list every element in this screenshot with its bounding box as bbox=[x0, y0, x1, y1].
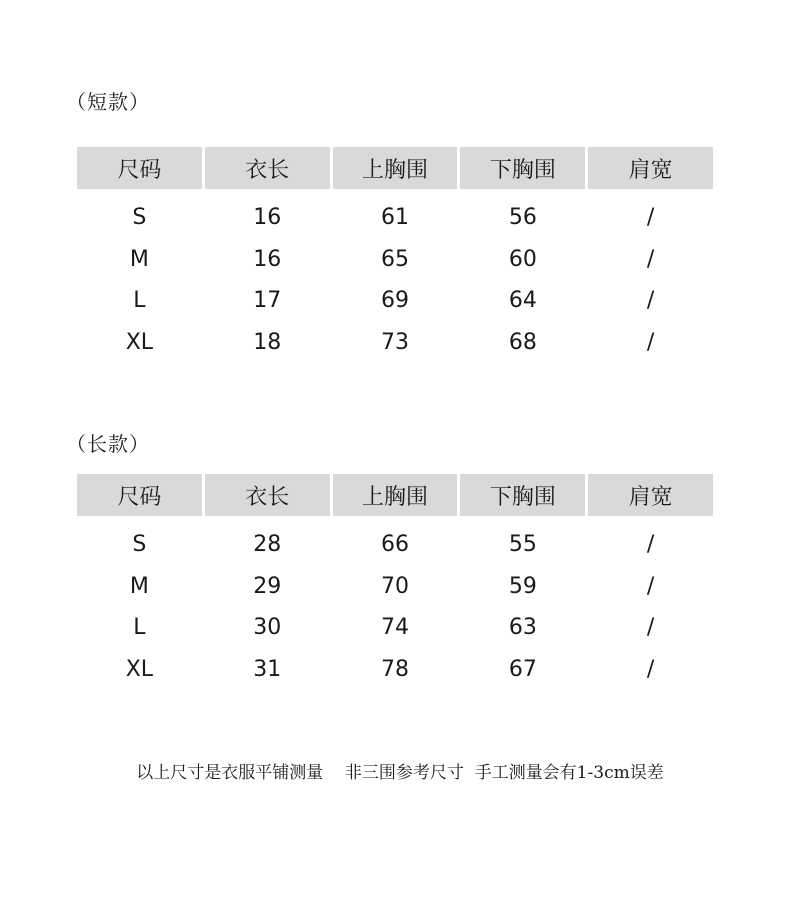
column-header-lower-chest: 下胸围 bbox=[460, 147, 585, 189]
table-row bbox=[77, 239, 713, 281]
table-cell: 63 bbox=[508, 615, 537, 641]
column-header-lower-chest: 下胸围 bbox=[460, 474, 585, 516]
table-cell: 64 bbox=[508, 288, 537, 314]
table-cell: 30 bbox=[253, 615, 282, 641]
table-cell: 55 bbox=[508, 532, 537, 558]
table-cell: 17 bbox=[253, 288, 282, 314]
table-row bbox=[77, 516, 713, 566]
table-header-row bbox=[77, 147, 713, 189]
table-cell: XL bbox=[125, 656, 154, 682]
table-row bbox=[77, 566, 713, 608]
table-cell: 59 bbox=[508, 573, 537, 599]
table-cell: M bbox=[129, 246, 149, 272]
table-cell: XL bbox=[125, 329, 154, 355]
column-header-size: 尺码 bbox=[77, 147, 202, 189]
table-cell: 67 bbox=[508, 656, 537, 682]
table-cell: / bbox=[646, 573, 655, 599]
table-cell: 60 bbox=[508, 246, 537, 272]
table-cell: L bbox=[133, 288, 146, 314]
section-title-long: （长款） bbox=[66, 432, 150, 456]
table-row bbox=[77, 189, 713, 239]
column-header-length: 衣长 bbox=[205, 147, 330, 189]
column-header-upper-chest: 上胸围 bbox=[333, 147, 458, 189]
table-cell: 70 bbox=[381, 573, 410, 599]
column-header-upper-chest: 上胸围 bbox=[333, 474, 458, 516]
table-cell: 69 bbox=[381, 288, 410, 314]
table-cell: 16 bbox=[253, 246, 282, 272]
measurement-note: 以上尺寸是衣服平铺测量 非三围参考尺寸 手工测量会有1-3cm误差 bbox=[136, 763, 664, 783]
table-cell: 56 bbox=[508, 205, 537, 231]
table-cell: / bbox=[646, 288, 655, 314]
table-cell: / bbox=[646, 615, 655, 641]
column-header-shoulder: 肩宽 bbox=[588, 147, 713, 189]
table-cell: 78 bbox=[381, 656, 410, 682]
table-row bbox=[77, 649, 713, 691]
table-cell: 74 bbox=[381, 615, 410, 641]
size-table-long bbox=[74, 474, 716, 690]
table-cell: L bbox=[133, 615, 146, 641]
table-cell: S bbox=[132, 205, 147, 231]
table-cell: M bbox=[129, 573, 149, 599]
table-cell: 65 bbox=[381, 246, 410, 272]
section-title-short: （短款） bbox=[66, 90, 150, 114]
column-header-length: 衣长 bbox=[205, 474, 330, 516]
table-row bbox=[77, 322, 713, 364]
table-cell: 68 bbox=[508, 329, 537, 355]
table-cell: S bbox=[132, 532, 147, 558]
table-cell: / bbox=[646, 656, 655, 682]
column-header-shoulder: 肩宽 bbox=[588, 474, 713, 516]
table-cell: 29 bbox=[253, 573, 282, 599]
table-cell: 31 bbox=[253, 656, 282, 682]
table-cell: 28 bbox=[253, 532, 282, 558]
table-cell: / bbox=[646, 329, 655, 355]
size-table-short bbox=[74, 147, 716, 363]
table-cell: 16 bbox=[253, 205, 282, 231]
table-cell: 18 bbox=[253, 329, 282, 355]
table-cell: 66 bbox=[381, 532, 410, 558]
table-cell: 73 bbox=[381, 329, 410, 355]
table-row bbox=[77, 607, 713, 649]
table-cell: / bbox=[646, 246, 655, 272]
table-cell: / bbox=[646, 205, 655, 231]
table-row bbox=[77, 280, 713, 322]
column-header-size: 尺码 bbox=[77, 474, 202, 516]
table-cell: 61 bbox=[381, 205, 410, 231]
table-header-row bbox=[77, 474, 713, 516]
table-cell: / bbox=[646, 532, 655, 558]
